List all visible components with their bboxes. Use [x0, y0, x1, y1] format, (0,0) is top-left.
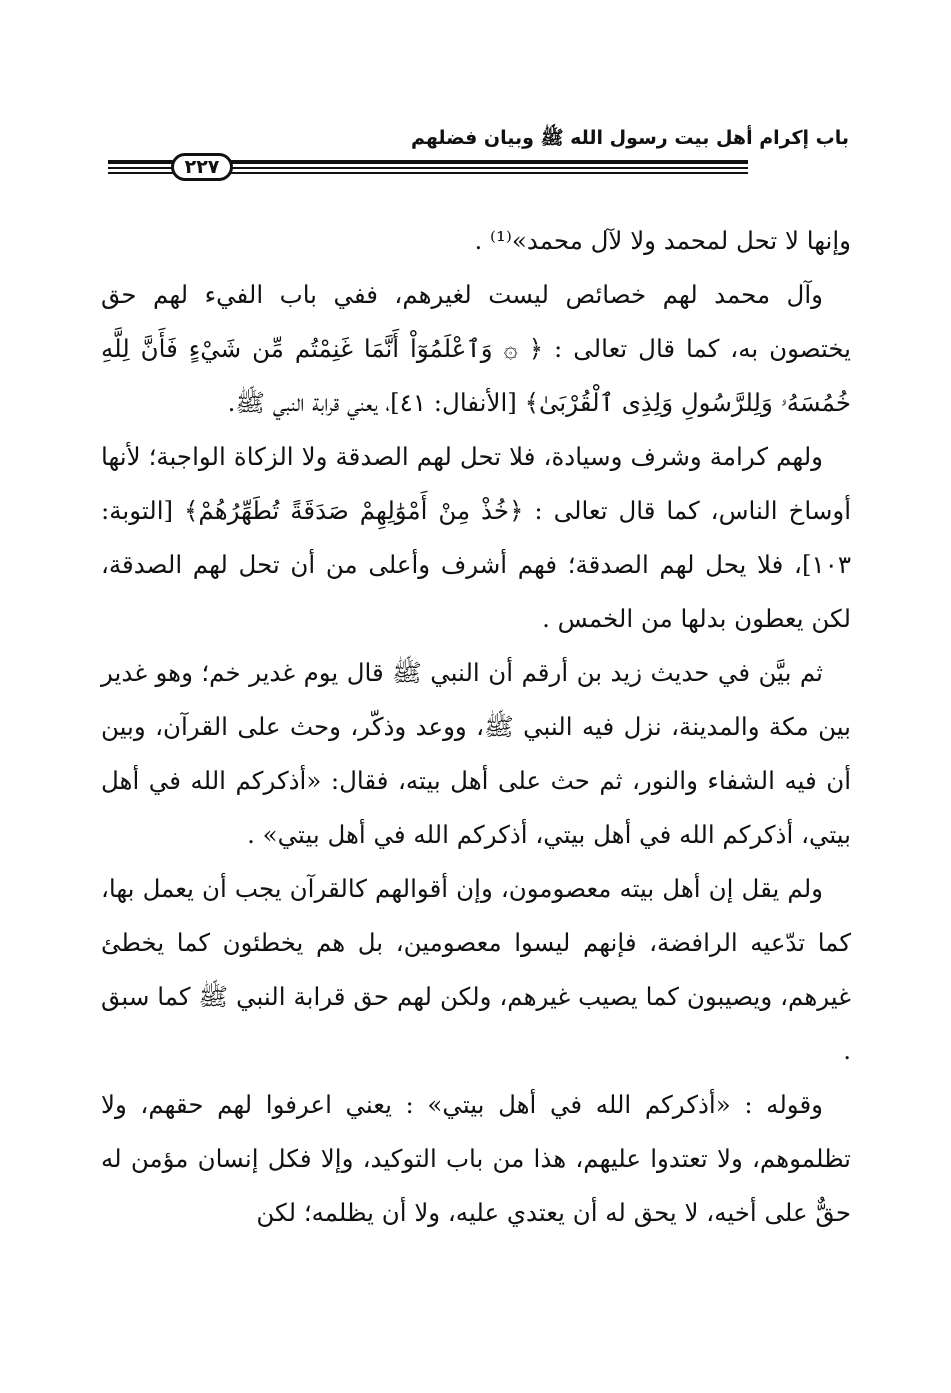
running-header-title: باب إكرام أهل بيت رسول الله ﷺ وبيان فضلهم [410, 127, 849, 149]
paragraph: وآل محمد لهم خصائص ليست لغيرهم، ففي باب الفيء لهم حق يختصون به، كما قال تعالى : ﴿ ۞ وَٱعْلَمُوٓاْ أَنَّمَا غَنِمْتُم مِّن شَيْءٍ فَأَنَّ لِلَّهِ خُمُسَهُۥ وَلِلرَّسُولِ وَلِذِى ٱلْقُرْبَىٰ﴾ [الأنفال: ٤١]، يعني قرابة النبي ﷺ. [101, 280, 851, 417]
paragraph: ولهم كرامة وشرف وسيادة، فلا تحل لهم الصدقة ولا الزكاة الواجبة؛ لأنها أوساخ الناس، كما قال تعالى : ﴿خُذْ مِنْ أَمْوَٰلِهِمْ صَدَقَةً تُطَهِّرُهُمْ﴾ [التوبة: ١٠٣]، فلا يحل لهم الصدقة؛ فهم أشرف وأعلى من أن تحل لهم الصدقة، لكن يعطون بدلها من الخمس . [101, 442, 851, 633]
paragraph: ثم بيَّن في حديث زيد بن أرقم أن النبي ﷺ قال يوم غدير خم؛ وهو غدير بين مكة والمدينة، نزل فيه النبي ﷺ، ووعد وذكّر، وحث على القرآن، وبين أن فيه الشفاء والنور، ثم حث على أهل بيته، فقال: «أذكركم الله في أهل بيتي، أذكركم الله في أهل بيتي، أذكركم الله في أهل بيتي» . [101, 658, 851, 849]
body-text [101, 214, 851, 1240]
paragraph: ولم يقل إن أهل بيته معصومون، وإن أقوالهم كالقرآن يجب أن يعمل بها، كما تدّعيه الرافضة، فإنهم ليسوا معصومين، بل هم يخطئون كما يخطئ غيرهم، ويصيبون كما يصيب غيرهم، ولكن لهم حق قرابة النبي ﷺ كما سبق . [101, 874, 851, 1065]
paragraph: وقوله : «أذكركم الله في أهل بيتي» : يعني اعرفوا لهم حقهم، ولا تظلموهم، ولا تعتدوا عليهم، هذا من باب التوكيد، وإلا فكل إنسان مؤمن له حقٌّ على أخيه، لا يحق له أن يعتدي عليه، ولا أن يظلمه؛ لكن [101, 1090, 851, 1227]
paragraph: وإنها لا تحل لمحمد ولا لآل محمد»⁽¹⁾ . [474, 226, 851, 255]
header-rule [108, 154, 849, 178]
page-number: ٢٢٧ [171, 153, 233, 181]
